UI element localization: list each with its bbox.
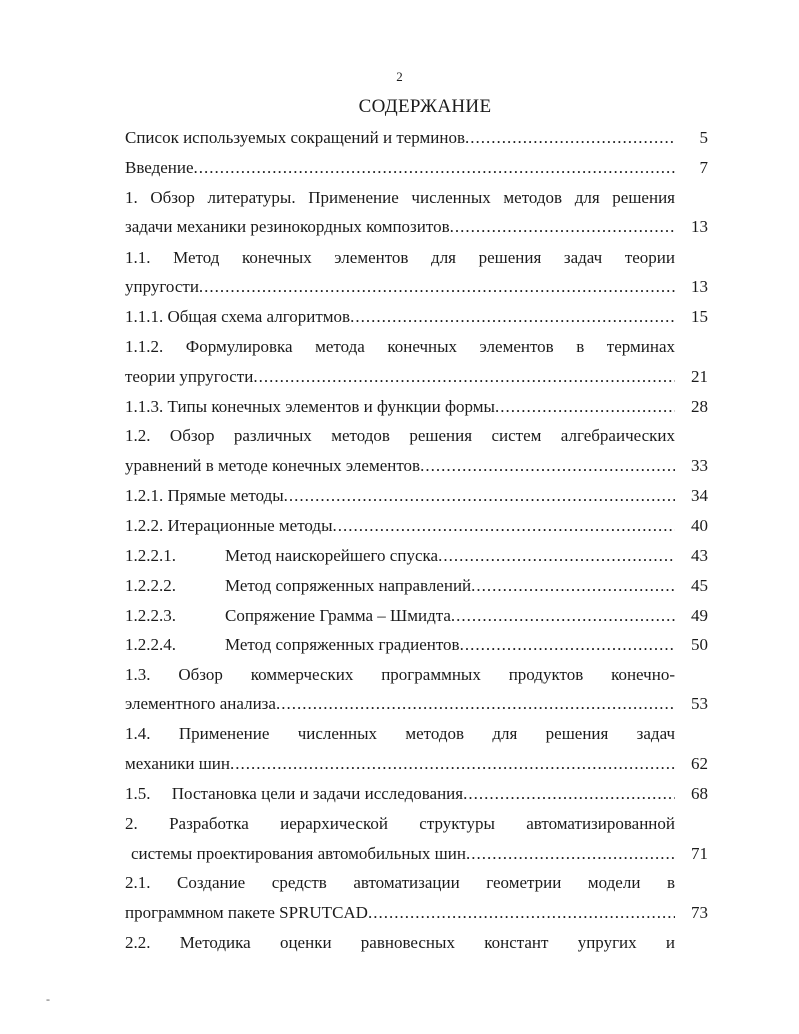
toc-page-number: 7 [699,158,708,177]
toc-page-number: 49 [691,606,708,625]
toc-entry-text: Метод сопряженных градиентов [225,635,460,654]
toc-entry-text: 1.1.3. Типы конечных элементов и функции формы [125,397,495,416]
toc-entry-text: упругости [125,277,199,296]
toc-entry-text: 1.2.2. Итерационные методы [125,516,333,535]
toc-entry-text: теории упругости [125,367,254,386]
toc-entry [125,545,675,567]
toc-entry [125,157,675,179]
toc-entry-text: Метод наискорейшего спуска [225,546,439,565]
toc-entry [131,843,675,865]
toc-entry [125,575,675,597]
toc-entry-text: Метод сопряженных направлений [225,576,472,595]
toc-entry [125,366,675,388]
toc-entry-line1: 2.1. Создание средств автоматизации геометрии модели в [125,873,675,892]
toc-entry-text: 1.1.1. Общая схема алгоритмов [125,307,351,326]
toc-entry-line1: 2.2. Методика оценки равновесных констант упругих и [125,933,675,952]
toc-page-number: 33 [691,456,708,475]
toc-page-number: 73 [691,903,708,922]
toc-entry [125,485,675,507]
toc-entry-number: 1.2.2.2. [125,576,176,595]
toc-page-number: 5 [699,128,708,147]
toc-entry-number: 1.2.2.4. [125,635,176,654]
toc-page-number: 68 [691,784,708,803]
toc-page-number: 28 [691,397,708,416]
toc-page-number: 43 [691,546,708,565]
toc-entry-number: 1.2.2.3. [125,606,176,625]
toc-page-number: 13 [691,277,708,296]
toc-entry [125,693,675,715]
toc-entry [125,306,675,328]
toc-page-number: 15 [691,307,708,326]
toc-page-number: 34 [691,486,708,505]
toc-entry-text: задачи механики резинокордных композитов [125,217,450,236]
toc-entry [125,396,675,418]
toc-entry-line1: 2. Разработка иерархической структуры автоматизированной [125,814,675,833]
toc-page-number: 13 [691,217,708,236]
toc-entry-text: уравнений в методе конечных элементов [125,456,421,475]
toc-entry [125,127,675,149]
toc-entry-line1: 1. Обзор литературы. Применение численных методов для решения [125,188,675,207]
toc-entry-text: Сопряжение Грамма – Шмидта [225,606,451,625]
toc-entry [125,902,675,924]
toc-entry-line1: 1.3. Обзор коммерческих программных продуктов конечно- [125,665,675,684]
page-number: 2 [396,69,403,84]
toc-page-number: 21 [691,367,708,386]
toc-page-number: 62 [691,754,708,773]
toc-entry-text: программном пакете SPRUTCAD [125,903,368,922]
toc-page-number: 45 [691,576,708,595]
toc-entry-text: Введение [125,158,194,177]
toc-entry-line1: 1.2. Обзор различных методов решения систем алгебраических [125,426,675,445]
toc-page-number: 50 [691,635,708,654]
margin-mark: - [46,992,50,1006]
toc-page-number: 71 [691,844,708,863]
toc-page-number: 53 [691,694,708,713]
toc-entry-text: элементного анализа [125,694,276,713]
toc-entry-number: 1.2.2.1. [125,546,176,565]
page-title: СОДЕРЖАНИЕ [358,96,492,117]
toc-entry-text: Список используемых сокращений и терминов [125,128,466,147]
toc-entry-line1: 1.1. Метод конечных элементов для решения задач теории [125,248,675,267]
toc-page-number: 40 [691,516,708,535]
toc-entry [125,216,675,238]
toc-entry-text: механики шин [125,754,230,773]
toc-entry [125,783,675,805]
toc-entry-text: 1.2.1. Прямые методы [125,486,284,505]
toc-entry [125,753,675,775]
toc-entry [125,515,675,537]
toc-entry-text: 1.5. Постановка цели и задачи исследования [125,784,464,803]
toc-entry [125,634,675,656]
toc-entry-line1: 1.4. Применение численных методов для решения задач [125,724,675,743]
toc-entry-line1: 1.1.2. Формулировка метода конечных элементов в терминах [125,337,675,356]
toc-entry [125,455,675,477]
toc-entry [125,276,675,298]
toc-entry-text: системы проектирования автомобильных шин [131,844,466,863]
toc-entry [125,605,675,627]
